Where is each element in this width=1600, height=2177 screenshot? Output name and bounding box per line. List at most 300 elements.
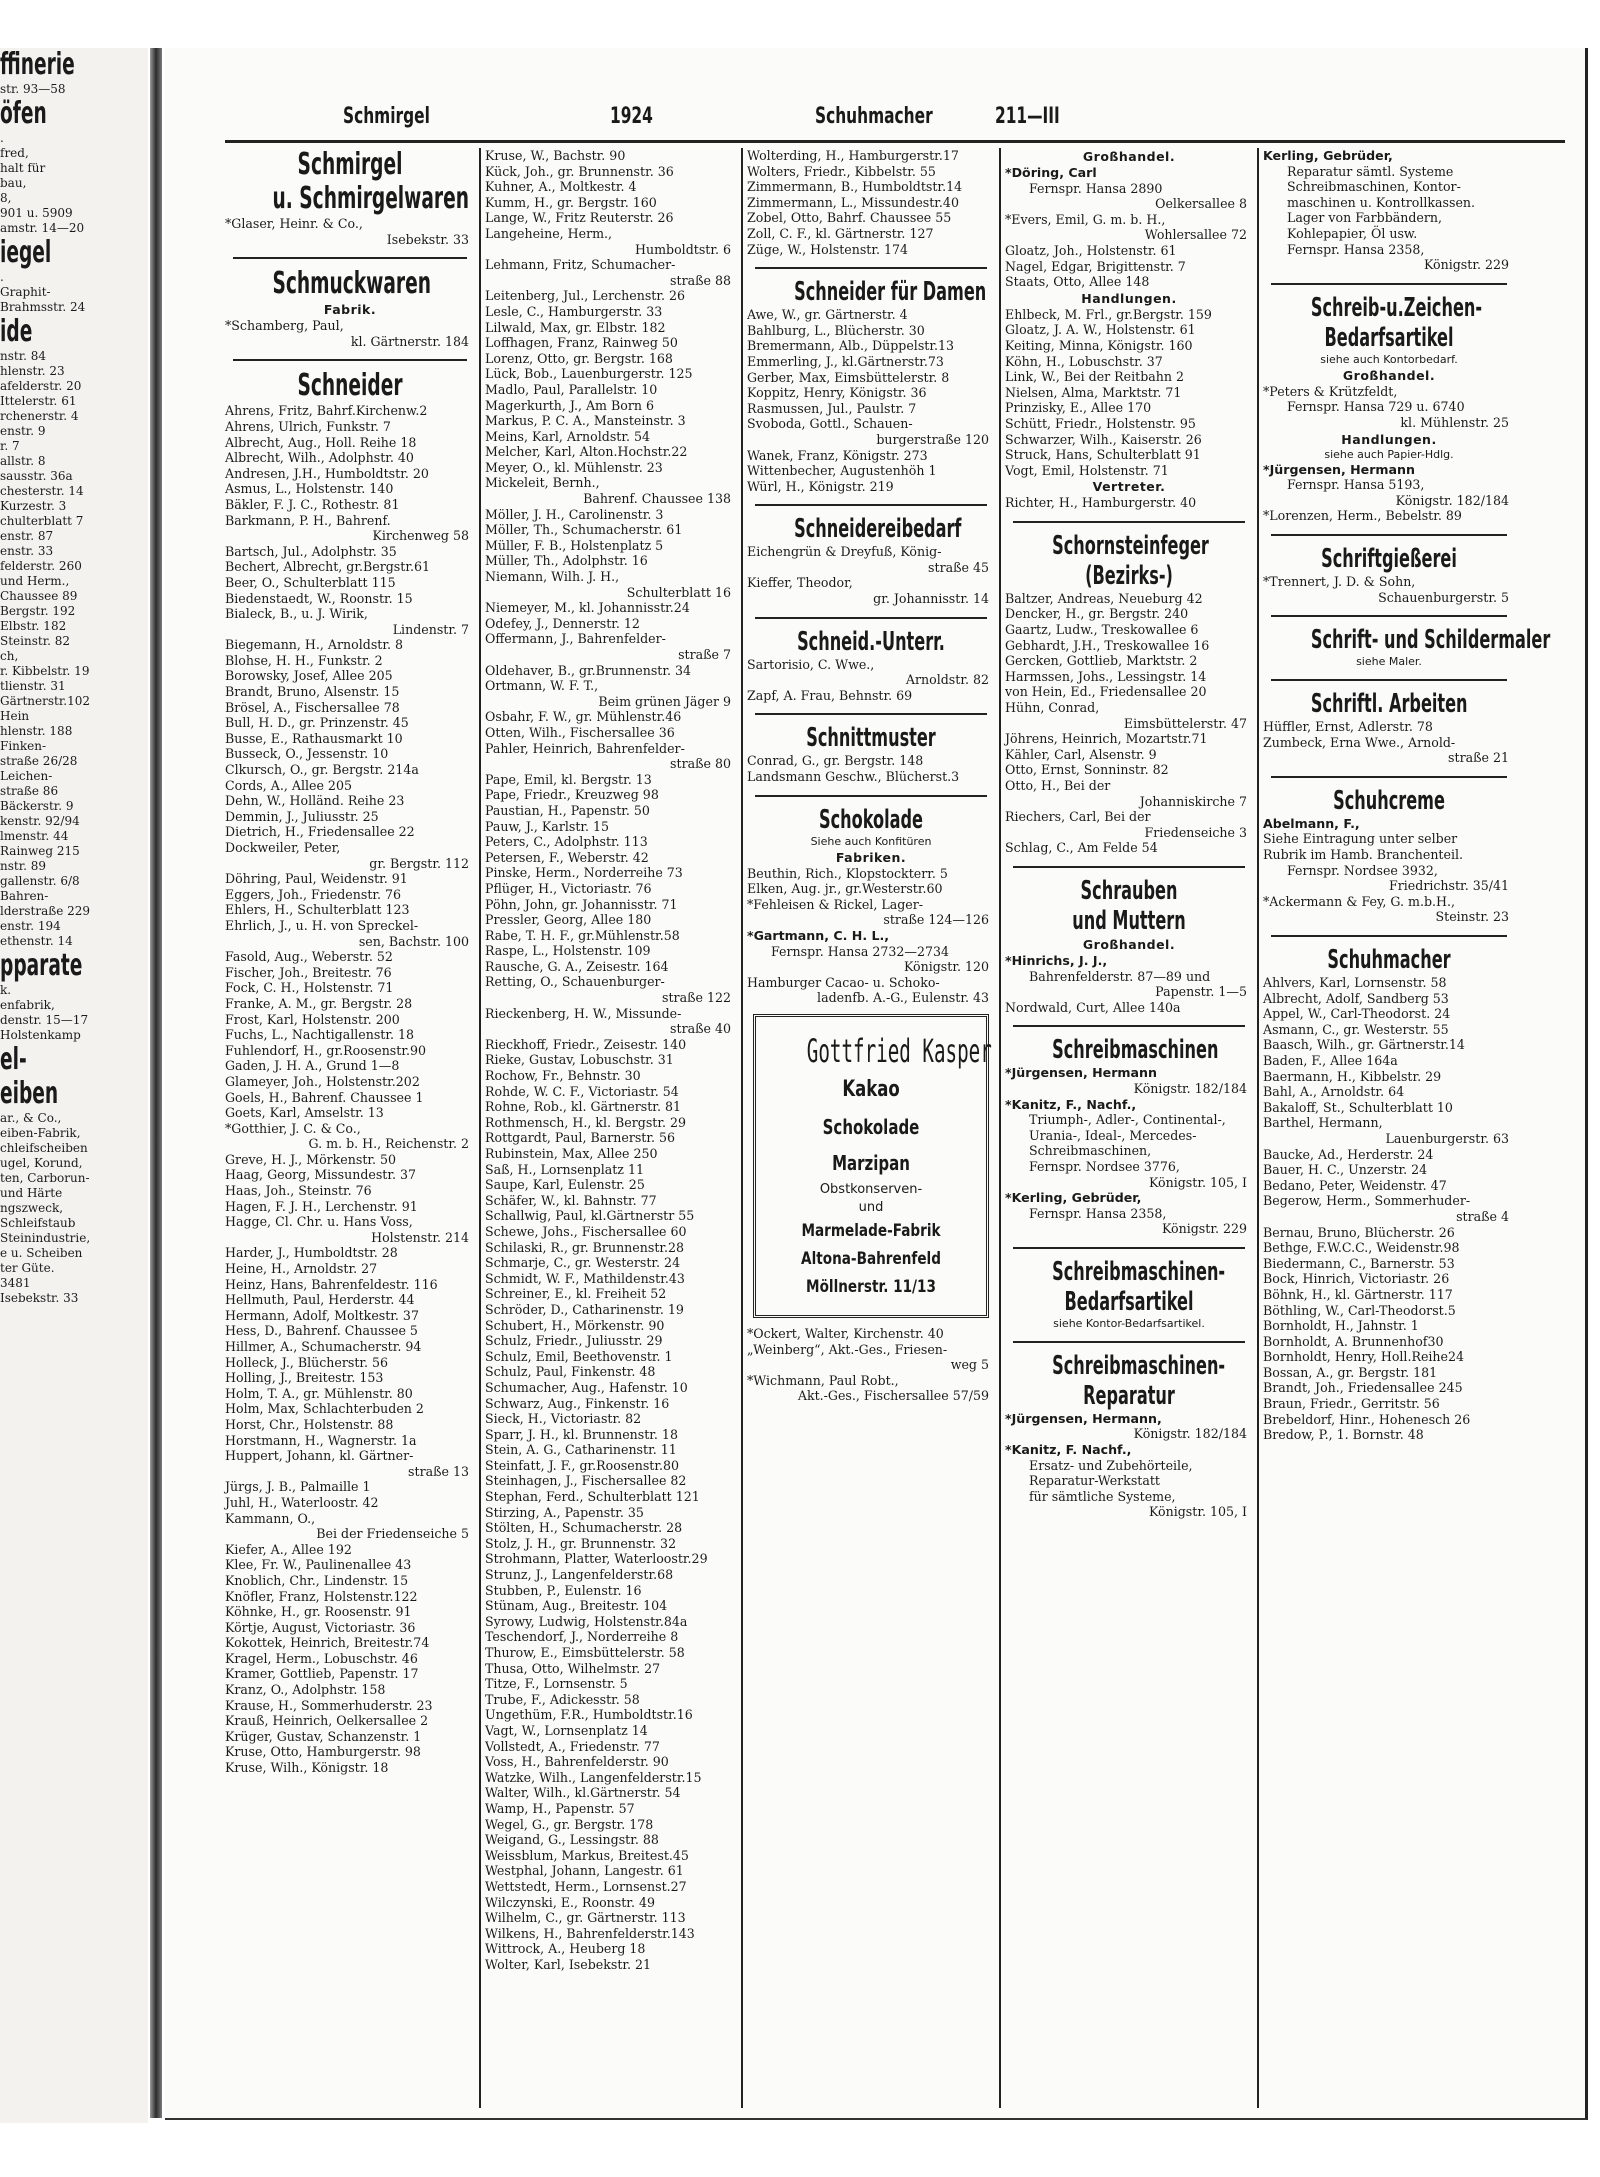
directory-entry: *Trennert, J. D. & Sohn, xyxy=(1263,573,1416,589)
directory-page xyxy=(165,48,1588,2120)
directory-entry: Asmus, L., Holstenstr. 140 xyxy=(225,481,394,497)
directory-entry: Fasold, Aug., Weberstr. 52 xyxy=(225,949,393,965)
directory-entry: kl. Gärtnerstr. 184 xyxy=(350,333,469,349)
fragment-line: enfabrik, xyxy=(0,998,55,1012)
header-left-keyword: Schmirgel xyxy=(343,104,430,129)
directory-entry: Dencker, H., gr. Bergstr. 240 xyxy=(1005,606,1189,622)
directory-entry: Kruse, W., Bachstr. 90 xyxy=(485,148,626,163)
fragment-line: r. Kibbelstr. 19 xyxy=(0,664,90,678)
section-subheading: Handlungen. xyxy=(1081,290,1177,306)
fragment-line: Graphit- xyxy=(0,285,51,299)
directory-entry: Schreiner, E., kl. Freiheit 52 xyxy=(485,1286,667,1302)
directory-entry: Triumph-, Adler-, Continental-, xyxy=(1029,1112,1226,1128)
directory-entry: Pressler, Georg, Allee 180 xyxy=(485,912,652,928)
directory-entry: Wilczynski, E., Roonstr. 49 xyxy=(485,1894,655,1910)
fragment-heading: iegel xyxy=(0,235,52,270)
fragment-line: kenstr. 92/94 xyxy=(0,814,80,828)
directory-entry: *Hinrichs, J. J., xyxy=(1005,952,1108,968)
directory-entry: *Ockert, Walter, Kirchenstr. 40 xyxy=(747,1325,944,1341)
fragment-line: ugel, Korund, xyxy=(0,1156,83,1170)
section-rule xyxy=(1271,283,1507,285)
directory-entry: Ehlers, H., Schulterblatt 123 xyxy=(225,902,410,918)
ad-address: Möllnerstr. 11/13 xyxy=(806,1276,936,1297)
fragment-line: enstr. 33 xyxy=(0,544,54,558)
section-crossref: siehe auch Kontorbedarf. xyxy=(1320,352,1458,366)
fragment-line: Kurzestr. 3 xyxy=(0,499,67,513)
directory-entry: Fernspr. Hansa 2732—2734 xyxy=(771,943,950,959)
directory-entry: Steinhagen, J., Fischersallee 82 xyxy=(485,1473,687,1489)
section-heading: und Muttern xyxy=(1072,905,1186,936)
column-divider xyxy=(479,148,481,2108)
fragment-line: straße 26/28 xyxy=(0,754,78,768)
directory-entry: Reparatur-Werkstatt xyxy=(1029,1473,1160,1489)
directory-entry: Kerling, Gebrüder, xyxy=(1263,148,1393,163)
directory-entry: kl. Mühlenstr. 25 xyxy=(1400,414,1509,430)
directory-entry: Heinz, Hans, Bahrenfeldestr. 116 xyxy=(225,1276,438,1292)
fragment-line: bau, xyxy=(0,176,27,190)
directory-entry: Königstr. 182/184 xyxy=(1133,1080,1247,1096)
directory-entry: Meyer, O., kl. Mühlenstr. 23 xyxy=(485,459,663,475)
directory-entry: Retting, O., Schauenburger- xyxy=(485,974,665,990)
fragment-line: e u. Scheiben xyxy=(0,1246,83,1260)
directory-entry: Isebekstr. 33 xyxy=(386,231,469,247)
directory-entry: Baltzer, Andreas, Neueburg 42 xyxy=(1005,590,1203,606)
ad-product: Marzipan xyxy=(832,1150,910,1175)
directory-entry: Niemeyer, M., kl. Johannisstr.24 xyxy=(485,600,690,616)
directory-entry: straße 80 xyxy=(670,756,731,772)
directory-entry: Lesle, C., Hamburgerstr. 33 xyxy=(485,303,663,319)
directory-entry: Keiting, Minna, Königstr. 160 xyxy=(1005,337,1193,353)
directory-entry: Otto, H., Bei der xyxy=(1005,778,1111,793)
fragment-line: ter Güte. xyxy=(0,1261,55,1275)
fragment-line: und Härte xyxy=(0,1186,63,1200)
directory-entry: Bahrenf. Chaussee 138 xyxy=(583,491,731,507)
directory-entry: straße 4 xyxy=(1456,1208,1509,1224)
fragment-line: afelderstr. 20 xyxy=(0,379,82,393)
fragment-line: sausstr. 36a xyxy=(0,469,73,483)
directory-entry: Emmerling, J., kl.Gärtnerstr.73 xyxy=(747,353,944,369)
directory-entry: Arnoldstr. 82 xyxy=(905,672,989,688)
directory-entry: Königstr. 182/184 xyxy=(1395,492,1509,508)
directory-entry: Walter, Wilh., kl.Gärtnerstr. 54 xyxy=(485,1785,681,1801)
directory-entry: Jürgs, J. B., Palmaille 1 xyxy=(225,1479,371,1495)
section-heading: Schmuckwaren xyxy=(272,266,431,302)
directory-entry: Schreibmaschinen, Kontor- xyxy=(1287,179,1461,195)
directory-entry: Rausche, G. A., Zeisestr. 164 xyxy=(485,958,669,974)
directory-entry: Fernspr. Nordsee 3776, xyxy=(1029,1158,1180,1174)
directory-entry: Zapf, A. Frau, Behnstr. 69 xyxy=(747,687,913,703)
directory-entry: Harder, J., Humboldtstr. 28 xyxy=(225,1245,398,1261)
fragment-line: ethenstr. 14 xyxy=(0,934,73,948)
directory-entry: Horst, Chr., Holstenstr. 88 xyxy=(225,1416,394,1432)
directory-entry: Riechers, Carl, Bei der xyxy=(1005,809,1151,825)
directory-entry: Wanek, Franz, Königstr. 273 xyxy=(747,447,928,463)
section-heading: Schrift- und Schildermaler xyxy=(1310,625,1551,656)
directory-entry: Knoblich, Chr., Lindenstr. 15 xyxy=(225,1572,409,1588)
directory-entry: Fock, C. H., Holstenstr. 71 xyxy=(225,980,394,996)
directory-entry: Zimmermann, B., Humboldtstr.14 xyxy=(747,179,963,195)
directory-entry: Abelmann, F., xyxy=(1263,815,1360,831)
directory-entry: Meins, Karl, Arnoldstr. 54 xyxy=(485,428,651,444)
section-subheading: Handlungen. xyxy=(1341,431,1437,447)
directory-entry: Wohlersallee 72 xyxy=(1144,227,1247,243)
directory-entry: Thurow, E., Eimsbüttelerstr. 58 xyxy=(485,1645,685,1660)
directory-entry: Harmssen, Johs., Lessingstr. 14 xyxy=(1005,668,1207,684)
directory-entry: Bull, H. D., gr. Prinzenstr. 45 xyxy=(225,715,409,731)
fragment-line: ch, xyxy=(0,649,19,663)
directory-entry: Kieffer, Theodor, xyxy=(747,575,853,591)
directory-entry: Nielsen, Alma, Marktstr. 71 xyxy=(1005,384,1182,400)
ad-product-line: und xyxy=(858,1199,884,1215)
directory-entry: Demmin, J., Juliusstr. 25 xyxy=(225,808,379,824)
directory-entry: *Kanitz, F., Nachf., xyxy=(1005,1096,1137,1112)
directory-entry: Johanniskirche 7 xyxy=(1139,793,1247,809)
directory-entry: *Gotthier, J. C. & Co., xyxy=(225,1120,361,1136)
directory-entry: Richter, H., Hamburgerstr. 40 xyxy=(1005,495,1197,511)
directory-entry: Hess, D., Bahrenf. Chaussee 5 xyxy=(225,1323,418,1339)
section-heading: Schreibmaschinen xyxy=(1052,1035,1219,1066)
directory-entry: Wolterding, H., Hamburgerstr.17 xyxy=(747,148,959,163)
directory-entry: Huppert, Johann, kl. Gärtner- xyxy=(225,1448,414,1464)
fragment-line: enstr. 87 xyxy=(0,529,54,543)
section-rule xyxy=(755,795,987,797)
section-heading: Bedarfsartikel xyxy=(1064,1286,1194,1317)
directory-entry: Haas, Joh., Steinstr. 76 xyxy=(225,1183,372,1199)
directory-entry: Schubert, H., Mörkenstr. 90 xyxy=(485,1317,665,1333)
directory-entry: Bei der Friedenseiche 5 xyxy=(316,1526,469,1542)
fragment-line: chleifscheiben xyxy=(0,1141,88,1155)
section-heading: Schuhmacher xyxy=(1327,945,1451,976)
directory-entry: Pöhn, John, gr. Johannisstr. 71 xyxy=(485,896,678,912)
directory-entry: Langeheine, Herm., xyxy=(485,225,613,241)
ad-product: Schokolade xyxy=(822,1114,920,1139)
directory-entry: Biedenstaedt, W., Roonstr. 15 xyxy=(225,590,413,606)
fragment-line: felderstr. 260 xyxy=(0,559,82,573)
directory-entry: Fuhlendorf, H., gr.Roosenstr.90 xyxy=(225,1042,426,1058)
directory-entry: Peters, C., Adolphstr. 113 xyxy=(485,834,648,850)
directory-entry: Begerow, Herm., Sommerhuder- xyxy=(1263,1193,1471,1209)
directory-entry: Biedermann, C., Barnerstr. 53 xyxy=(1263,1255,1455,1271)
column-divider xyxy=(999,148,1001,2108)
section-rule xyxy=(233,359,467,361)
fragment-line: amstr. 14—20 xyxy=(0,221,85,235)
directory-entry: Schröder, D., Catharinenstr. 19 xyxy=(485,1301,684,1317)
section-heading: Schreibmaschinen- xyxy=(1052,1256,1226,1287)
directory-entry: Otten, Wilh., Fischersallee 36 xyxy=(485,724,675,740)
directory-entry: gr. Bergstr. 112 xyxy=(369,855,469,871)
directory-entry: Urania-, Ideal-, Mercedes- xyxy=(1029,1127,1197,1143)
directory-entry: Andresen, J.H., Humboldtstr. 20 xyxy=(225,465,429,481)
directory-entry: Schallwig, Paul, kl.Gärtnerstr 55 xyxy=(485,1208,695,1224)
directory-entry: sen, Bachstr. 100 xyxy=(358,933,469,949)
directory-entry: Fernspr. Hansa 2890 xyxy=(1029,180,1163,196)
directory-entry: Krause, H., Sommerhuderstr. 23 xyxy=(225,1697,433,1713)
directory-entry: straße 122 xyxy=(662,990,731,1006)
directory-entry: Kammann, O., xyxy=(225,1510,316,1526)
section-rule xyxy=(1271,776,1507,778)
directory-entry: Müller, Th., Adolphstr. 16 xyxy=(485,553,648,569)
directory-entry: Friedrichstr. 35/41 xyxy=(1389,878,1509,894)
directory-entry: Lauenburgerstr. 63 xyxy=(1385,1130,1509,1146)
directory-entry: Braun, Friedr., Gerritstr. 56 xyxy=(1263,1396,1440,1412)
directory-entry: Madlo, Paul, Parallelstr. 10 xyxy=(485,381,658,397)
directory-entry: Bakaloff, St., Schulterblatt 10 xyxy=(1263,1099,1453,1115)
directory-entry: Ortmann, W. F. T., xyxy=(485,678,599,694)
directory-entry: Oelkersallee 8 xyxy=(1155,196,1247,212)
directory-entry: Bredow, P., 1. Bornstr. 48 xyxy=(1263,1427,1424,1443)
advertisement-box xyxy=(753,1014,992,1318)
directory-entry: straße 45 xyxy=(928,559,989,575)
fragment-line: chulterblatt 7 xyxy=(0,514,84,528)
directory-entry: *Glaser, Heinr. & Co., xyxy=(225,216,363,231)
ad-product-line: Marmelade-Fabrik xyxy=(801,1220,941,1241)
directory-entry: Prinzisky, E., Allee 170 xyxy=(1005,400,1152,416)
directory-entry: Wegel, G., gr. Bergstr. 178 xyxy=(485,1816,654,1832)
fragment-line: Chaussee 89 xyxy=(0,589,78,603)
directory-entry: Otto, Ernst, Sonninstr. 82 xyxy=(1005,762,1169,778)
directory-entry: Ahrens, Ulrich, Funkstr. 7 xyxy=(225,418,391,434)
directory-entry: Syrowy, Ludwig, Holstenstr.84a xyxy=(485,1613,688,1629)
directory-entry: Schewe, Johs., Fischersallee 60 xyxy=(485,1223,687,1239)
directory-entry: Bäkler, F. J. C., Rothestr. 81 xyxy=(225,496,400,512)
fragment-line: Bäckerstr. 9 xyxy=(0,799,74,813)
section-rule xyxy=(755,504,987,506)
section-heading: Schneidereibedarf xyxy=(794,514,962,545)
directory-entry: *Jürgensen, Hermann xyxy=(1005,1065,1157,1081)
directory-entry: Rieckenberg, H. W., Missunde- xyxy=(485,1005,682,1021)
fragment-line: Ittelerstr. 61 xyxy=(0,394,77,408)
directory-entry: straße 21 xyxy=(1448,750,1509,766)
directory-entry: Beer, O., Schulterblatt 115 xyxy=(225,574,396,590)
section-heading: Reparatur xyxy=(1083,1380,1175,1411)
directory-entry: Melcher, Karl, Alton.Hochstr.22 xyxy=(485,444,688,460)
directory-entry: Bornholdt, H., Jahnstr. 1 xyxy=(1263,1318,1419,1334)
directory-entry: Möller, J. H., Carolinenstr. 3 xyxy=(485,506,664,522)
directory-entry: Krüger, Gustav, Schanzenstr. 1 xyxy=(225,1728,422,1744)
section-rule xyxy=(1013,866,1245,868)
section-heading: Schokolade xyxy=(819,804,923,835)
directory-entry: Brebeldorf, Hinr., Hohenesch 26 xyxy=(1263,1411,1471,1427)
directory-entry: Teschendorf, J., Norderreihe 8 xyxy=(485,1629,679,1645)
directory-entry: Zoll, C. F., kl. Gärtnerstr. 127 xyxy=(747,225,934,241)
ad-company-name: Gottfried Kasper xyxy=(806,1031,992,1070)
directory-entry: *Jürgensen, Hermann xyxy=(1263,461,1415,477)
section-rule xyxy=(1013,1341,1245,1343)
directory-entry: Vagt, W., Lornsenplatz 14 xyxy=(485,1722,648,1738)
header-year: 1924 xyxy=(610,104,653,129)
fragment-line: r. 7 xyxy=(0,439,20,453)
fragment-line: Steinstr. 82 xyxy=(0,634,71,648)
fragment-line: . xyxy=(0,131,4,145)
directory-entry: Hagge, Cl. Chr. u. Hans Voss, xyxy=(225,1214,413,1230)
directory-entry: Friedenseiche 3 xyxy=(1144,824,1247,840)
directory-entry: Schulterblatt 16 xyxy=(626,584,731,600)
directory-entry: Kramer, Gottlieb, Papenstr. 17 xyxy=(225,1666,419,1682)
section-rule xyxy=(233,257,467,259)
section-heading: Schmirgel xyxy=(297,147,403,182)
directory-entry: Steinfatt, J. F., gr.Roosenstr.80 xyxy=(485,1457,680,1473)
directory-entry: Schwarzer, Wilh., Kaiserstr. 26 xyxy=(1005,431,1202,447)
column-4 xyxy=(1005,148,1253,2108)
fragment-line: und Herm., xyxy=(0,574,70,588)
directory-entry: Gloatz, Joh., Holstenstr. 61 xyxy=(1005,242,1177,258)
directory-entry: Ersatz- und Zubehörteile, xyxy=(1029,1457,1193,1473)
directory-entry: Bauer, H. C., Unzerstr. 24 xyxy=(1263,1162,1428,1178)
directory-entry: Trube, F., Adickesstr. 58 xyxy=(485,1691,640,1707)
directory-entry: Rohne, Rob., kl. Gärtnerstr. 81 xyxy=(485,1099,681,1115)
directory-entry: Brösel, A., Fischersallee 78 xyxy=(225,699,400,715)
directory-entry: Gloatz, J. A. W., Holstenstr. 61 xyxy=(1005,322,1196,338)
directory-entry: Köhnke, H., gr. Roosenstr. 91 xyxy=(225,1604,412,1620)
fragment-line: Bergstr. 192 xyxy=(0,604,76,618)
directory-entry: Fuchs, L., Nachtigallenstr. 18 xyxy=(225,1027,415,1043)
directory-entry: Hüffler, Ernst, Adlerstr. 78 xyxy=(1263,719,1433,735)
directory-entry: Holm, T. A., gr. Mühlenstr. 80 xyxy=(225,1385,413,1401)
directory-entry: Fernspr. Hansa 5193, xyxy=(1287,477,1425,493)
directory-entry: Juhl, H., Waterloostr. 42 xyxy=(225,1494,379,1510)
directory-entry: Siehe Eintragung unter selber xyxy=(1263,831,1458,847)
directory-entry: Osbahr, F. W., gr. Mühlenstr.46 xyxy=(485,709,682,725)
directory-entry: Glameyer, Joh., Holstenstr.202 xyxy=(225,1073,420,1089)
directory-entry: *Schamberg, Paul, xyxy=(225,318,344,334)
directory-entry: Lück, Bob., Lauenburgerstr. 125 xyxy=(485,366,693,382)
directory-entry: Fernspr. Hansa 2358, xyxy=(1029,1205,1167,1221)
directory-entry: Greve, H. J., Mörkenstr. 50 xyxy=(225,1151,397,1167)
directory-entry: Dehn, W., Holländ. Reihe 23 xyxy=(225,793,405,809)
header-rule xyxy=(225,140,1565,143)
directory-entry: Wittrock, A., Heuberg 18 xyxy=(485,1941,646,1957)
directory-entry: Beuthin, Rich., Klopstockterr. 5 xyxy=(747,865,948,881)
directory-entry: Oldehaver, B., gr.Brunnenstr. 34 xyxy=(485,662,692,678)
ad-product-line: Obstkonserven- xyxy=(819,1181,923,1197)
directory-entry: Kragel, Herm., Lobuschstr. 46 xyxy=(225,1650,418,1666)
ad-product: Kakao xyxy=(842,1076,900,1102)
directory-entry: Lehmann, Fritz, Schumacher- xyxy=(485,257,676,273)
fragment-line: rchenerstr. 4 xyxy=(0,409,79,423)
fragment-line: Brahmsstr. 24 xyxy=(0,300,86,314)
fragment-line: hlenstr. 188 xyxy=(0,724,73,738)
directory-entry: Ehlbeck, M. Frl., gr.Bergstr. 159 xyxy=(1005,306,1212,322)
directory-entry: Holstenstr. 214 xyxy=(371,1229,469,1245)
fragment-line: lderstraße 229 xyxy=(0,904,91,918)
directory-entry: Watzke, Wilh., Langenfelderstr.15 xyxy=(485,1769,702,1785)
fragment-heading: pparate xyxy=(0,948,83,983)
fragment-heading: öfen xyxy=(0,96,47,131)
section-heading: Schuhcreme xyxy=(1333,785,1445,816)
directory-entry: Bedano, Peter, Weidenstr. 47 xyxy=(1263,1177,1447,1193)
directory-entry: Stein, A. G., Catharinenstr. 11 xyxy=(485,1442,677,1458)
fragment-line: str. 93—58 xyxy=(0,82,66,96)
directory-entry: Königstr. 229 xyxy=(1423,257,1509,273)
directory-entry: Franke, A. M., gr. Bergstr. 28 xyxy=(225,995,413,1011)
directory-entry: straße 7 xyxy=(678,647,731,662)
fragment-line: Isebekstr. 33 xyxy=(0,1291,79,1305)
directory-entry: Niemann, Wilh. J. H., xyxy=(485,569,620,585)
directory-entry: Bossan, A., gr. Bergstr. 181 xyxy=(1263,1364,1438,1380)
fragment-line: Rainweg 215 xyxy=(0,844,80,858)
directory-entry: Landsmann Geschw., Blücherst.3 xyxy=(747,769,960,785)
directory-entry: Körtje, August, Victoriastr. 36 xyxy=(225,1619,416,1635)
directory-entry: Bialeck, B., u. J. Wirik, xyxy=(225,606,368,622)
directory-entry: Holm, Max, Schlachterbuden 2 xyxy=(225,1401,424,1417)
directory-entry: Hellmuth, Paul, Herderstr. 44 xyxy=(225,1292,415,1308)
fragment-line: Schleifstaub xyxy=(0,1216,76,1230)
directory-entry: Wettstedt, Herm., Lornsenst.27 xyxy=(485,1878,687,1894)
directory-entry: Struck, Hans, Schulterblatt 91 xyxy=(1005,447,1201,463)
directory-entry: Würl, H., Königstr. 219 xyxy=(747,478,894,494)
directory-entry: Pauw, J., Karlstr. 15 xyxy=(485,818,610,834)
section-heading: Schneid.-Unterr. xyxy=(797,626,945,657)
directory-entry: Odefey, J., Dennerstr. 12 xyxy=(485,615,640,631)
section-subheading: Großhandel. xyxy=(1082,936,1176,952)
directory-entry: Königstr. 229 xyxy=(1161,1221,1247,1237)
section-rule xyxy=(1013,1025,1245,1027)
fragment-line: Gärtnerstr.102 xyxy=(0,694,90,708)
fragment-line: enstr. 194 xyxy=(0,919,61,933)
directory-entry: Döhring, Paul, Weidenstr. 91 xyxy=(225,871,408,887)
directory-entry: Bornholdt, Henry, Holl.Reihe24 xyxy=(1263,1349,1465,1365)
section-rule xyxy=(755,617,987,619)
directory-entry: Schäfer, W., kl. Bahnstr. 77 xyxy=(485,1192,657,1208)
directory-entry: Goets, Karl, Amselstr. 13 xyxy=(225,1105,384,1121)
directory-entry: Wamp, H., Papenstr. 57 xyxy=(485,1800,635,1816)
directory-entry: Dietrich, H., Friedensallee 22 xyxy=(225,824,415,840)
directory-entry: „Weinberg“, Akt.-Ges., Friesen- xyxy=(747,1341,948,1357)
directory-entry: Rieke, Gustav, Lobuschstr. 31 xyxy=(485,1052,674,1068)
header-right-keyword: Schuhmacher xyxy=(815,104,933,129)
directory-entry: Beim grünen Jäger 9 xyxy=(598,693,731,709)
directory-entry: Pape, Emil, kl. Bergstr. 13 xyxy=(485,771,652,787)
fragment-line: k. xyxy=(0,983,12,997)
fragment-line: Elbstr. 182 xyxy=(0,619,67,633)
directory-entry: *Kanitz, F. Nachf., xyxy=(1005,1442,1132,1458)
directory-entry: Köhn, H., Lobuschstr. 37 xyxy=(1005,353,1163,369)
directory-entry: Rubinstein, Max, Allee 250 xyxy=(485,1146,658,1161)
section-crossref: siehe Maler. xyxy=(1356,655,1422,669)
directory-entry: Ahrens, Fritz, Bahrf.Kirchenw.2 xyxy=(225,403,428,419)
directory-entry: Bahl, A., Arnoldstr. 64 xyxy=(1263,1084,1405,1100)
section-heading: Schnittmuster xyxy=(806,723,936,754)
directory-entry: Fernspr. Hansa 2358, xyxy=(1287,241,1425,257)
fragment-line: denstr. 15—17 xyxy=(0,1013,89,1027)
directory-entry: ladenfb. A.-G., Eulenstr. 43 xyxy=(817,990,989,1006)
directory-entry: Clkursch, O., gr. Bergstr. 214a xyxy=(225,762,419,778)
section-heading: Schreib-u.Zeichen- xyxy=(1310,292,1483,323)
directory-entry: Sparr, J. H., kl. Brunnenstr. 18 xyxy=(485,1426,678,1442)
directory-entry: Zimmermann, L., Missundestr.40 xyxy=(747,194,959,210)
directory-entry: Rabe, T. H. F., gr.Mühlenstr.58 xyxy=(485,927,680,943)
directory-entry: Schauenburgerstr. 5 xyxy=(1378,589,1509,605)
directory-entry: Svoboda, Gottl., Schauen- xyxy=(747,416,913,432)
directory-entry: Zobel, Otto, Bahrf. Chaussee 55 xyxy=(747,210,952,226)
directory-entry: Schütt, Friedr., Holstenstr. 95 xyxy=(1005,415,1196,431)
section-heading: Schriftl. Arbeiten xyxy=(1310,689,1468,720)
directory-entry: Westphal, Johann, Langestr. 61 xyxy=(485,1863,684,1879)
directory-entry: Schulz, Friedr., Juliusstr. 29 xyxy=(485,1333,663,1349)
directory-entry: straße 124—126 xyxy=(883,912,989,928)
directory-entry: *Wichmann, Paul Robt., xyxy=(747,1372,899,1388)
fragment-line: hlenstr. 23 xyxy=(0,364,65,378)
column-divider xyxy=(741,148,743,2108)
directory-entry: Blohse, H. H., Funkstr. 2 xyxy=(225,652,383,668)
directory-entry: Pahler, Heinrich, Bahrenfelder- xyxy=(485,740,685,756)
directory-entry: Gebhardt, J.H., Treskowallee 16 xyxy=(1005,637,1210,653)
directory-entry: Jöhrens, Heinrich, Mozartstr.71 xyxy=(1005,731,1208,747)
section-heading: Schriftgießerei xyxy=(1321,543,1457,574)
directory-entry: Baasch, Wilh., gr. Gärtnerstr.14 xyxy=(1263,1037,1465,1053)
directory-entry: Appel, W., Carl-Theodorst. 24 xyxy=(1263,1006,1451,1022)
directory-entry: Schwarz, Aug., Finkenstr. 16 xyxy=(485,1395,670,1411)
